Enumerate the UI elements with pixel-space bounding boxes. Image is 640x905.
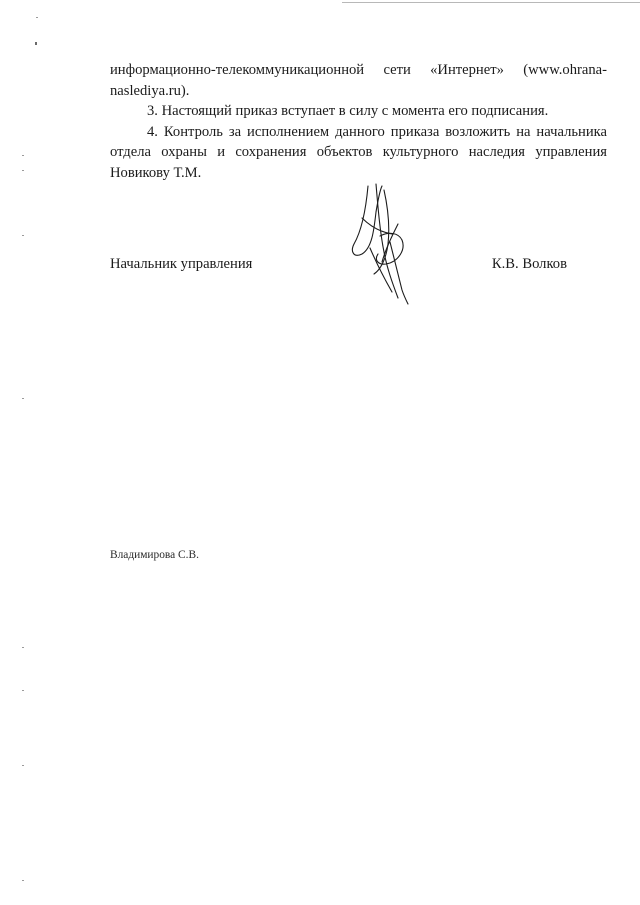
order-body-text <box>110 60 607 183</box>
scan-top-border <box>342 2 640 3</box>
executor-name: Владимирова С.В. <box>110 549 199 561</box>
signer-position-title: Начальник управления <box>110 256 253 272</box>
paragraph-3: 3. Настоящий приказ вступает в силу с момента его подписания. <box>147 103 549 119</box>
paragraph-2-line-1: информационно-телекоммуникационной сети «Интернет» (www.ohrana- <box>110 62 607 78</box>
paragraph-2-line-2: naslediya.ru). <box>110 82 190 99</box>
handwritten-signature <box>340 178 420 308</box>
signer-name: К.В. Волков <box>491 256 567 272</box>
paragraph-4: 4. Контроль за исполнением данного приказа возложить на начальника отдела охраны и сохранения объектов культурного наследия управления Новикову Т.М. <box>110 123 607 181</box>
scan-margin-marks <box>0 0 60 905</box>
